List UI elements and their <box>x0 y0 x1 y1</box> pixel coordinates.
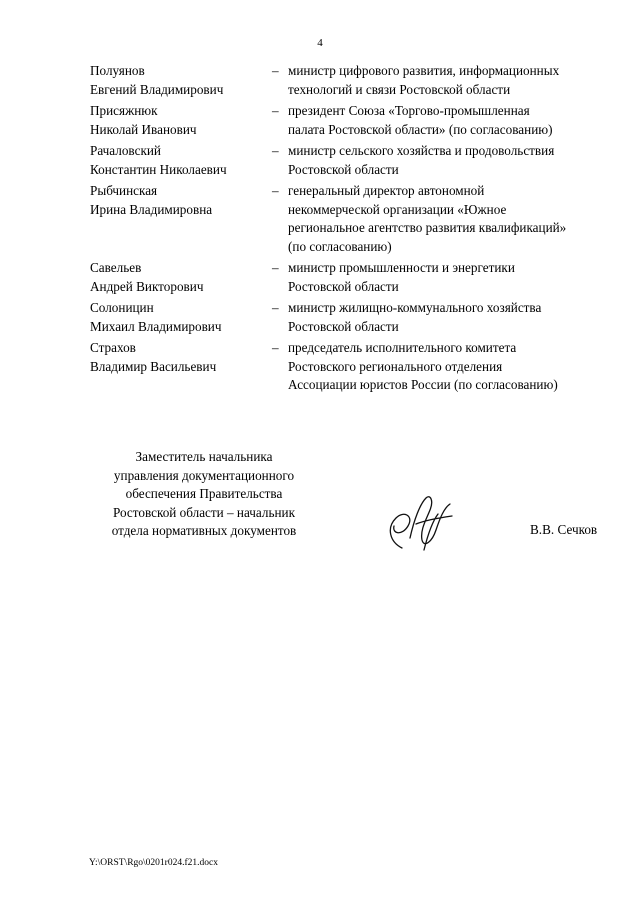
member-name <box>90 62 272 99</box>
member-name <box>90 299 272 336</box>
member-entry <box>90 182 610 256</box>
signer-position-line: отдела нормативных документов <box>111 523 297 538</box>
handwritten-signature <box>380 490 460 560</box>
member-role <box>288 182 610 256</box>
member-dash: – <box>272 183 279 198</box>
commission-member-list <box>90 62 610 395</box>
member-role-line: технологий и связи Ростовской области <box>288 81 511 97</box>
page-number: 4 <box>317 37 323 49</box>
member-role <box>288 299 610 336</box>
member-role <box>288 102 610 139</box>
member-role-line: Ростовской области <box>288 161 399 177</box>
member-first-names: Константин Николаевич <box>90 161 227 177</box>
member-role-line: председатель исполнительного комитета <box>288 340 517 355</box>
signer-position <box>88 448 320 541</box>
member-role-line: министр жилищно-коммунального хозяйства <box>288 300 542 315</box>
member-surname: Присяжнюк <box>90 103 158 118</box>
member-dash: – <box>272 103 279 118</box>
member-role-line: министр промышленности и энергетики <box>288 260 515 275</box>
member-entry <box>90 259 610 296</box>
member-role-line: генеральный директор автономной <box>288 183 485 198</box>
member-role-line: некоммерческой организации «Южное <box>288 201 507 217</box>
member-role-line: Ассоциации юристов России (по согласованию) <box>288 377 558 392</box>
signer-name: В.В. Сечков <box>530 522 598 537</box>
member-dash: – <box>272 260 279 275</box>
member-role-line: региональное агентство развития квалификаций» <box>288 220 567 235</box>
member-first-names: Николай Иванович <box>90 121 197 137</box>
member-dash: – <box>272 63 279 78</box>
member-surname: Страхов <box>90 340 136 355</box>
member-role <box>288 339 610 395</box>
member-name <box>90 142 272 179</box>
member-entry <box>90 62 610 99</box>
member-name <box>90 182 272 256</box>
member-entry <box>90 142 610 179</box>
member-name <box>90 259 272 296</box>
member-role <box>288 62 610 99</box>
member-dash: – <box>272 340 279 355</box>
member-role-line: Ростовской области <box>288 318 399 334</box>
member-first-names: Ирина Владимировна <box>90 201 213 217</box>
member-role-line: министр цифрового развития, информационных <box>288 63 560 78</box>
document-file-path: Y:\ORST\Rgo\0201r024.f21.docx <box>89 858 218 868</box>
member-role-line: министр сельского хозяйства и продовольствия <box>288 143 555 158</box>
member-role-line: президент Союза «Торгово-промышленная <box>288 103 530 118</box>
member-role-line: палата Ростовской области» (по согласованию) <box>288 121 553 137</box>
signer-position-line: обеспечения Правительства <box>125 486 283 501</box>
signer-position-line: Заместитель начальника <box>135 449 273 464</box>
signer-position-line: Ростовской области – начальник <box>112 504 296 520</box>
signature-block <box>0 448 640 558</box>
member-surname: Солоницин <box>90 300 154 315</box>
member-role-line: (по согласованию) <box>288 238 392 254</box>
member-role <box>288 142 610 179</box>
member-first-names: Михаил Владимирович <box>90 318 222 334</box>
member-role-line: Ростовской области <box>288 278 399 294</box>
member-surname: Полуянов <box>90 63 145 78</box>
member-surname: Савельев <box>90 260 142 275</box>
member-surname: Рыбчинская <box>90 183 158 198</box>
member-surname: Рачаловский <box>90 143 161 158</box>
member-first-names: Евгений Владимирович <box>90 81 224 97</box>
member-entry <box>90 299 610 336</box>
signer-position-line: управления документационного <box>113 467 295 483</box>
member-first-names: Андрей Викторович <box>90 278 204 294</box>
member-entry <box>90 339 610 395</box>
member-name <box>90 102 272 139</box>
member-name <box>90 339 272 395</box>
member-role-line: Ростовского регионального отделения <box>288 358 503 374</box>
member-entry <box>90 102 610 139</box>
member-role <box>288 259 610 296</box>
member-first-names: Владимир Васильевич <box>90 358 217 374</box>
member-dash: – <box>272 143 279 158</box>
member-dash: – <box>272 300 279 315</box>
